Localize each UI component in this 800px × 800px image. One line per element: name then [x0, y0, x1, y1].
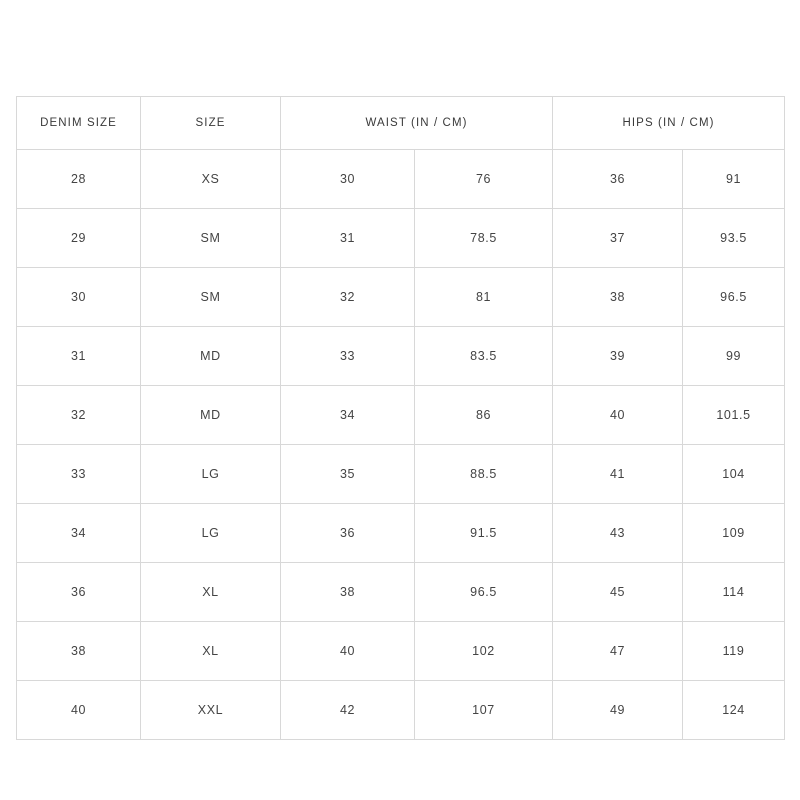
- table-row: [17, 386, 785, 445]
- table-row: [17, 681, 785, 740]
- cell-hips-cm: 101.5: [683, 386, 785, 445]
- table-header-row: [17, 97, 785, 150]
- cell-hips-in: 41: [553, 445, 683, 504]
- table-row: [17, 268, 785, 327]
- cell-waist-cm: 78.5: [415, 209, 553, 268]
- size-chart-table: [16, 96, 785, 740]
- cell-hips-cm: 104: [683, 445, 785, 504]
- cell-size: XL: [141, 563, 281, 622]
- cell-hips-cm: 91: [683, 150, 785, 209]
- column-header-denim-size: DENIM SIZE: [17, 97, 141, 150]
- cell-waist-in: 30: [281, 150, 415, 209]
- cell-hips-in: 49: [553, 681, 683, 740]
- cell-waist-in: 38: [281, 563, 415, 622]
- cell-hips-cm: 119: [683, 622, 785, 681]
- table-body: [17, 150, 785, 740]
- cell-denim-size: 36: [17, 563, 141, 622]
- cell-waist-in: 33: [281, 327, 415, 386]
- cell-size: XXL: [141, 681, 281, 740]
- cell-waist-in: 36: [281, 504, 415, 563]
- cell-waist-cm: 83.5: [415, 327, 553, 386]
- cell-waist-cm: 91.5: [415, 504, 553, 563]
- cell-hips-in: 45: [553, 563, 683, 622]
- table-header: [17, 97, 785, 150]
- cell-waist-in: 31: [281, 209, 415, 268]
- cell-denim-size: 29: [17, 209, 141, 268]
- cell-hips-cm: 114: [683, 563, 785, 622]
- cell-denim-size: 28: [17, 150, 141, 209]
- cell-waist-in: 34: [281, 386, 415, 445]
- cell-hips-in: 37: [553, 209, 683, 268]
- cell-hips-in: 38: [553, 268, 683, 327]
- column-header-hips: HIPS (IN / CM): [553, 97, 785, 150]
- cell-waist-in: 40: [281, 622, 415, 681]
- cell-hips-in: 36: [553, 150, 683, 209]
- table-row: [17, 327, 785, 386]
- cell-hips-in: 39: [553, 327, 683, 386]
- cell-size: MD: [141, 386, 281, 445]
- table-row: [17, 209, 785, 268]
- cell-denim-size: 34: [17, 504, 141, 563]
- table-row: [17, 150, 785, 209]
- table-row: [17, 445, 785, 504]
- cell-denim-size: 32: [17, 386, 141, 445]
- cell-size: MD: [141, 327, 281, 386]
- cell-size: XL: [141, 622, 281, 681]
- cell-hips-cm: 96.5: [683, 268, 785, 327]
- cell-denim-size: 30: [17, 268, 141, 327]
- cell-denim-size: 40: [17, 681, 141, 740]
- cell-size: SM: [141, 268, 281, 327]
- cell-waist-in: 32: [281, 268, 415, 327]
- column-header-size: SIZE: [141, 97, 281, 150]
- cell-hips-cm: 124: [683, 681, 785, 740]
- cell-size: LG: [141, 504, 281, 563]
- column-header-waist: WAIST (IN / CM): [281, 97, 553, 150]
- cell-waist-in: 42: [281, 681, 415, 740]
- cell-hips-cm: 99: [683, 327, 785, 386]
- cell-hips-cm: 109: [683, 504, 785, 563]
- cell-waist-cm: 76: [415, 150, 553, 209]
- table-row: [17, 622, 785, 681]
- cell-waist-cm: 96.5: [415, 563, 553, 622]
- cell-size: LG: [141, 445, 281, 504]
- table-row: [17, 563, 785, 622]
- cell-hips-in: 43: [553, 504, 683, 563]
- cell-waist-cm: 102: [415, 622, 553, 681]
- table-row: [17, 504, 785, 563]
- cell-waist-cm: 81: [415, 268, 553, 327]
- cell-hips-in: 40: [553, 386, 683, 445]
- cell-waist-cm: 86: [415, 386, 553, 445]
- size-chart-container: [16, 96, 784, 740]
- cell-denim-size: 38: [17, 622, 141, 681]
- cell-size: XS: [141, 150, 281, 209]
- cell-hips-cm: 93.5: [683, 209, 785, 268]
- cell-waist-cm: 88.5: [415, 445, 553, 504]
- cell-hips-in: 47: [553, 622, 683, 681]
- cell-waist-cm: 107: [415, 681, 553, 740]
- cell-denim-size: 33: [17, 445, 141, 504]
- cell-denim-size: 31: [17, 327, 141, 386]
- cell-waist-in: 35: [281, 445, 415, 504]
- cell-size: SM: [141, 209, 281, 268]
